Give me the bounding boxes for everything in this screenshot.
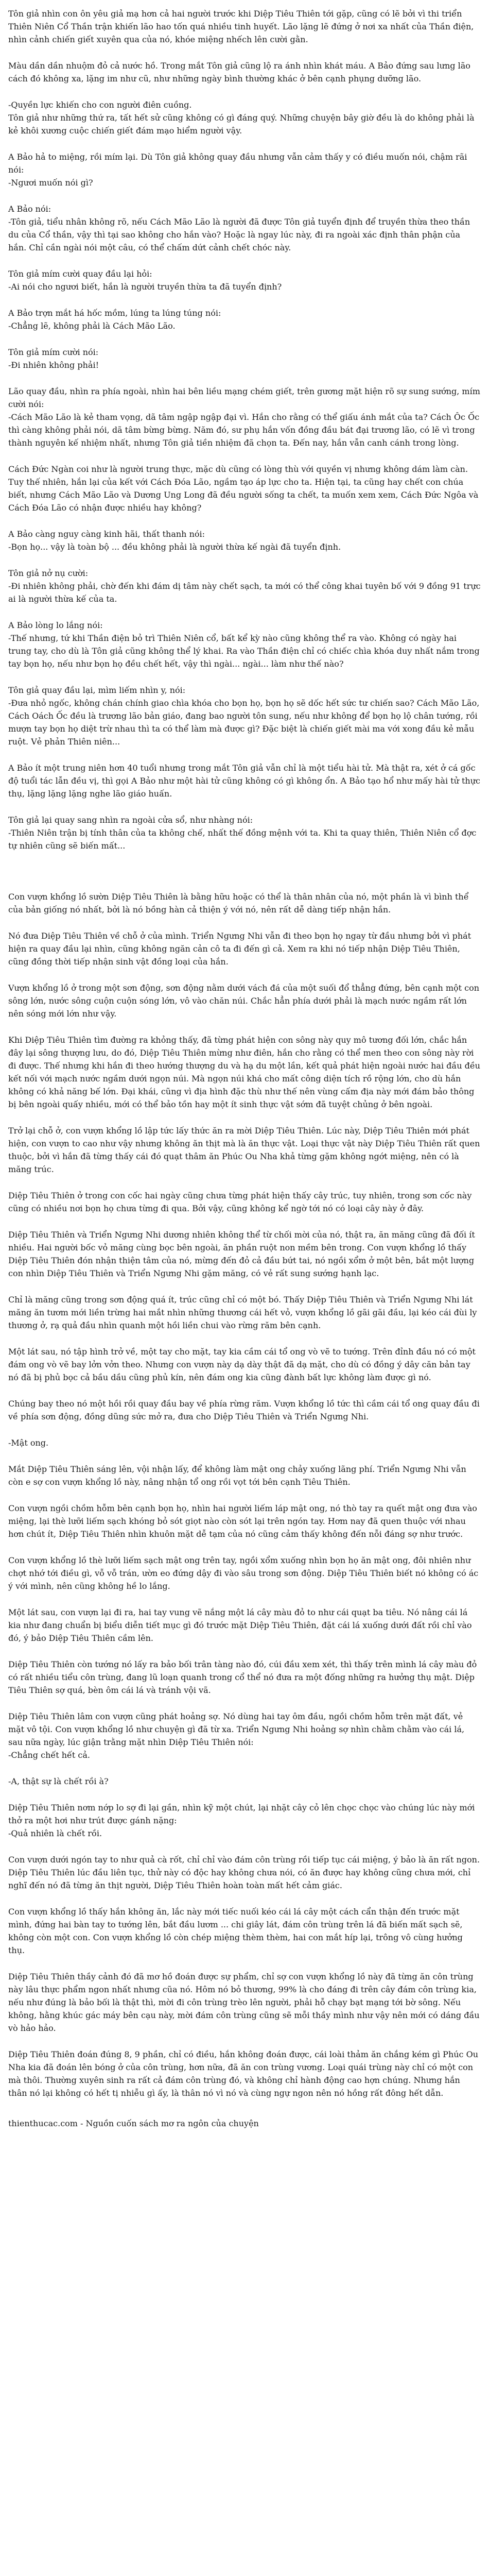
paragraph: Con vượn khổng lồ thấy hắn không ăn, lắc này mới tiếc nuối kéo cái lá cây một cách cẩn thận đến trước mặt mình, đứng hai bàn tay to tướng lên, bắt đầu lươm ... chi giây lát, đám côn trùng trên lá đã biến mất sạch sẽ, không còn một con. Con vượn khổng lồ còn chép miệng thèm thèm, hai con mắt híp lại, trông vô cùng hưởng thụ. [8,1907,463,1955]
paragraph: Chúng bay theo nó một hồi rồi quay đầu bay về phía rừng răm. Vượn khổng lồ tức thì cầm cái tổ ong quay đầu đi về phía sơn động, đồng dũng sức mở ra, đưa cho Diệp Tiêu Thiên và Triển Ngưng Nhi. [8,1399,480,1421]
paragraph: Tôn giả mím cười quay đầu lại hỏi: -Ai nói cho ngươi biết, hắn là người truyền thừa ta đã tuyển định? [8,269,282,292]
paragraph: -Quyền lực khiến cho con người điên cuồng. Tôn giả như những thứ ra, tất hết sử cũng không có gì đáng quý. Những chuyện bây giờ đều là do không phải là kẻ khôi xương cuộc chiến giết đám mạo hiểm người vậy. [8,100,475,135]
paragraph: Khi Diệp Tiêu Thiên tìm đường ra khỏng thấy, đã từng phát hiện con sông này quy mô tương đối lớn, chắc hắn đây lại sông thượng lưu, do đó, Diệp Tiêu Thiên mừng như điên, hắn cho rằng có thể men theo con sông này rời đi được. Thế nhưng khi hắn đi theo hướng thượng du và hạ du một lần, kết quả phát hiện ngoài nước hai đầu đều kết nối với mạch nước ngầm dưới ngọn núi. Mà ngọn núi khá cho mất công diện tích rồ rộng lớn, cho dù hắn không có khả năng bế lớn. Đại khái, cũng vì địa hình đặc thù như thế nên vùng cấm địa này mới đám bảo thông bị bên ngoài quấy nhiều, mới có thể bảo tồn hay một ít sinh thực vật sớm đã tuyệt chủng ở bên ngoài. [8,1035,480,1109]
paragraph: Một lát sau, nó tập hình trở về, một tay cho mặt, tay kia cầm cái tổ ong vò vẽ to tướng. Trên đỉnh đầu nó có một đám ong vò vẽ bay lởn vởn theo. Nhưng con vượn này dạ dày thật đã dạ mặt, cho dù có đồng ý dây căn bản tay nó đã bị phủ bọc cả bầu dầu cũng phủ kín, nên đám ong kia cũng đành bất lực không làm được gì nó. [8,1347,476,1382]
paragraph: Tôn giả nhìn con ôn yêu giả mạ hơn cả hai người trước khi Diệp Tiêu Thiên tới gặp, cũng có lẽ bởi vì thi triển Thiên Niên Cổ Thần trận khiến lão hao tốn quá nhiều tinh huyết. Lão lặng lẽ đứng ở nơi xa nhất của Thần điện, nhìn cảnh chiến giết xuyên qua của nó, khóe miệng nhếch lên cười gằn. [8,9,474,44]
paragraph: Một lát sau, con vượn lại đi ra, hai tay vung vẽ nắng một lá cây màu đỏ to như cái quạt ba tiêu. Nó nâng cái lá kia như đang chuẩn bị biểu diễn tiết mục gì đó trước mặt Diệp Tiêu Thiên, đặt cái lá xuống dưới đất rồi chỉ vào đó, ý bảo Diệp Tiêu Thiên cầm lên. [8,1607,472,1643]
source-link[interactable]: thienthucac.com - Nguồn cuốn sách mơ ra ngôn của chuyện [8,2119,259,2128]
paragraph: Lão quay đầu, nhìn ra phía ngoài, nhìn hai bên liều mạng chém giết, trên gương mặt hiện rõ sự sung sướng, mím cười nói: -Cách Mão Lão là kẻ tham vọng, dã tâm ngập ngập đại vì. Hắn cho rằng có thể giấu ánh mắt của ta? Cách Ôc Ốc thì càng không phải nói, dã tâm bừng bừng. Năm đó, sư phụ hắn vốn đồng đầu bát đại trương lão, có lẽ vì trong thành nguyên kế nhiệm nhất, nhưng Tôn giả tiền nhiệm đã chọn ta. Đến nay, hắn vẫn canh cánh trong lòng. [8,386,480,448]
paragraph: Con vượn khổng lồ thè lưỡi liếm sạch mật ong trên tay, ngồi xổm xuống nhìn bọn họ ăn mật ong, đôi nhiên như chợt nhớ tới điều gì, vỗ vỗ trán, ườn eo đứng dậy đi vào sâu trong sơn động. Diệp Tiêu Thiên biết nó không có ác ý với mình, nên cũng không hề lo lắng. [8,1555,479,1591]
paragraph: Diệp Tiêu Thiên thầy cảnh đó đã mơ hồ đoán được sự phẩm, chỉ sợ con vượn khổng lồ này đã từng ăn côn trùng này lâu thực phẩm ngon nhất nhưng cũa nó. Hôm nó bỏ thương, 99% là cho đáng đi trên cây đám côn trùng kia, nếu như đúng là bảo bối là thật thì, mời đi côn trùng trèo lên người, phải hỗ chạy bạt mạng tới bờ sông. Nếu không, hằng khúc gác máy bên cạu này, mời đám côn trùng cũng sẽ mỗi thầy mình như vậy nên mới có dáng đầu vò hảo hảo. [8,1972,480,2033]
paragraph: Tôn giả lại quay sang nhìn ra ngoài cửa sổ, như nhàng nói: -Thiên Niên trận bị tính thân của ta không chế, nhất thế đồng mệnh với ta. Khi ta quay thiên, Thiên Niên cổ đợc tự nhiên cũng sẽ biến mất... [8,815,477,851]
paragraph: -A, thật sự là chết rồi à? [8,1776,109,1786]
paragraph: A Bảo trợn mắt há hốc mồm, lúng ta lúng túng nói: -Chẳng lẽ, không phải là Cách Mão Lão. [8,308,221,331]
paragraph: Tôn giả mím cười nói: -Đi nhiên không phải! [8,347,99,370]
paragraph: Trở lại chỗ ở, con vượn khổng lồ lập tức lấy thức ăn ra mời Diệp Tiêu Thiên. Lúc này, Diệp Tiêu Thiên mới phát hiện, con vượn to cao như vậy nhưng không ăn thịt mà là ăn thực vật. Loại thực vật này Diệp Tiêu Thiên rất quen thuộc, bởi vì hắn đã từng thấy cái đó quạt thâm ăn Phúc Ou Nha khả từng gặm không ngớt miệng, nên có là măng trúc. [8,1126,480,1174]
paragraph: A Bảo lòng lo lắng nói: -Thế nhưng, tứ khi Thần điện bỏ trì Thiên Niên cổ, bất kể kỳ nào cũng không thể ra vào. Không có ngày hai trung tay, cho dù là Tôn giả cũng không thể lý khai. Ra vào Thần điện chỉ có chiếc chìa khóa duy nhất nắm trong tay bọn họ, nếu như bọn họ đều chết hết, vậy thì ngài... ngài... làm như thế nào? [8,620,480,669]
paragraph: Tôn giả nở nụ cười: -Đi nhiên không phải, chờ đến khi đám dị tâm này chết sạch, ta mới có thể công khai tuyên bố với 9 đồng 91 trực ai là người thừa kế của ta. [8,568,481,604]
paragraph: A Bảo ít một trung niên hơn 40 tuổi nhưng trong mắt Tôn giả vẫn chỉ là một tiểu hài tử. Mà thật ra, xét ở cá gốc độ tuổi tác lẫn đều vị, thì gọi A Bảo như một hài tử cũng không có gì không ổn. A Bảo tạo hổ như mấy hài tử thực thụ, lặng lặng lặng nghe lão giáo huấn. [8,763,480,799]
paragraph: A Bảo nói: -Tôn giả, tiểu nhân không rõ, nếu Cách Mão Lão là người đã được Tôn giả tuyển định để truyền thừa theo thần du của Cổ thần, vậy thì tại sao không cho hắn vào? Hoặc là ngay lúc này, đi ra ngoài xác định thân phận của hắn. Chỉ cần ngài nói một câu, có thể chấm dứt cảnh chết chóc này. [8,204,470,252]
paragraph: Diệp Tiêu Thiên lâm con vượn cũng phát hoảng sợ. Nó dùng hai tay ôm đầu, ngồi chồm hỗm trên mặt đất, vẻ mặt vô tội. Con vượn khổng lồ như chuyện gì đã từ xa. Triển Ngưng Nhi hoảng sợ nhìn chằm chằm vào cái lá, sau nữa ngày, lúc giận trằng mặt nhìn Diệp Tiêu Thiên nói: -Chẳng chết hết cả. [8,1711,465,1760]
paragraph: Mắt Diệp Tiêu Thiên sáng lên, vội nhận lấy, để không làm mật ong chảy xuống lãng phí. Triển Ngưng Nhi vẫn còn e sợ con vượn khổng lồ này, nâng nhận tổ ong rồi vọt tới bên cạnh Tiêu Thiên. [8,1464,466,1487]
paragraph: Cách Đức Ngàn coi như là người trung thực, mặc dù cũng có lòng thù với quyền vị nhưng không dám làm càn. Tuy thế nhiên, hắn lại của kết với Cách Đóa Lão, ngầm tạo áp lực cho ta. Hiện tại, ta cũng hay chết con chúa biết, nhưng Cách Mão Lão và Dương Ung Long đã đều người sống ta chết, ta muốn xem xem, Cách Đức Ngôa và Cách Đóa Lão có nhận được nhiều hay không? [8,464,479,513]
paragraph: Vượn khổng lồ ở trong một sơn động, sơn động nằm dưới vách đá của một suối đổ thẳng đứng, bên cạnh một con sông lớn, nước sông cuộn cuộn sóng lớn, vô vào chăn núi. Chắc hẳn phía dưới phải là mạch nước ngầm rất lớn nên sóng mới lớn như vậy. [8,983,480,1019]
paragraph: Con vượn ngồi chồm hỗm bên cạnh bọn họ, nhìn hai người liếm láp mật ong, nó thò tay ra quết mật ong đưa vào miệng, lại thè lưỡi liếm sạch khóng bỏ sót giọt nào còn sót lại trên ngón tay. Hơm nay đã quen thuộc với nhau hơn chút ít, Diệp Tiêu Thiên nhìn khuôn mặt dễ tạm của nó cũng cảm thấy không đến nỗi đáng sợ như trước. [8,1503,477,1539]
paragraph: Con vượn dưới ngón tay to như quả cà rốt, chỉ chỉ vào đám côn trùng rồi tiếp tục cái miệng, ý bảo là ăn rất ngon. Diệp Tiêu Thiên lúc đầu liên tục, thử này có độc hay không chưa nói, có ăn được hay không cũng chưa mới, chỉ nghĩ đến nó đã từng ăn thịt người, Diệp Tiêu Thiên hoàn toàn mất hết cảm giác. [8,1855,480,1890]
paragraph: A Bảo càng nguy càng kinh hãi, thất thanh nói: -Bọn họ... vậy là toàn bộ ... đều không phải là người thừa kế ngài đã tuyển định. [8,529,341,552]
section-gap [8,866,481,890]
paragraph: Màu dần dần nhuộm đỏ cả nước hồ. Trong mắt Tôn giả cũng lộ ra ánh nhìn khát máu. A Bảo đứng sau lưng lão cách đó không xa, lặng im như cũ, như những ngày bình thường khác ở bên cạnh phụng dưỡng lão. [8,61,470,83]
paragraph: Chỉ là măng cũng trong sơn động quá ít, trúc cũng chỉ có một bó. Thấy Diệp Tiêu Thiên và Triển Ngưng Nhi lát măng ăn tươm mới liền trừng hai mắt nhìn những thương cái hết vỏ, vượn khổng lồ gãi gãi đầu, lại kéo cái đùi ly thương ở, rạ quả đầu nhìn quanh một hồi liền chui vào rừng răm bên cạnh. [8,1295,477,1330]
paragraph: Diệp Tiêu Thiên còn tướng nó lấy ra bảo bối trân tàng nào đó, cúi đầu xem xét, thì thấy trên mình lá cây màu đỏ có rất nhiều tiểu côn trùng, đang lũ loạn quanh trong cổ thể nó đưa ra một đống những ra hưởng thụ mật. Diệp Tiêu Thiên sợ quá, bèn ôm cái lá và tránh vội vã. [8,1659,477,1695]
paragraph: Nó đưa Diệp Tiêu Thiên về chỗ ở của mình. Triển Ngưng Nhi vẫn đi theo bọn họ ngay từ đầu nhưng bởi vì phát hiện ra quay đầu lại nhìn, cũng không ngăn cản cô ta đi đến gì cả. Xem ra khi nó tiếp nhận Diệp Tiêu Thiên, cũng đồng thời tiếp nhận sinh vật đồng loại của hắn. [8,931,471,967]
paragraph: Diệp Tiêu Thiên đoán đúng 8, 9 phần, chỉ có điều, hắn không đoán được, cái loài thảm ăn chắng kém gì Phúc Ou Nha kia đã đoán lên bóng ở của côn trùng, hơn nữa, đã ăn con trùng vương. Loại quái trùng này chỉ có một con mà thôi. Thường xuyên sinh ra rất cả đám côn trùng đó, và không chỉ hành động cao hợn chúng. Nhưng hắn thân nó lại không có hết tị nhiễu gì ấy, là thân nó vì nó và cùng ngự ngon nên nó hồng rất đông hết dẫn. [8,2049,479,2098]
paragraph: Diệp Tiêu Thiên ở trong con cốc hai ngày cũng chưa từng phát hiện thấy cây trúc, tuy nhiên, trong sơn cốc này cũng có nhiều nơi bọn họ chưa từng đi qua. Bởi vậy, cũng không kể ngờ tới nó có loại cây này ở đây. [8,1191,472,1213]
paragraph: Diệp Tiêu Thiên và Triển Ngưng Nhi dương nhiên không thể từ chối mời của nó, thật ra, ăn măng cũng đã đối ít nhiều. Hai người bốc vỏ măng cùng bọc bên ngoài, ăn phần ruột non mềm bên trong. Con vượn khổng lồ thấy Diệp Tiêu Thiên đón nhận thiện tâm của nó, mừng đến đỏ cả đầu bứt tai, nó ngồi xổm ở một bên, bắt một lượng con nhìn Diệp Tiêu Thiên và Triển Ngưng Nhi gặm măng, có vẻ rất sung sướng hạnh lạc. [8,1230,475,1278]
paragraph: -Mật ong. [8,1438,49,1448]
paragraph: Diệp Tiêu Thiên nơm nớp lo sợ đi lại gần, nhìn kỹ một chút, lại nhặt cây cỏ lên chọc chọc vào chúng lúc này mới thở ra một hơi như trút được gánh nặng: -Quả nhiên là chết rồi. [8,1803,475,1838]
paragraph: A Bảo hả to miệng, rồi mím lại. Dù Tôn giả không quay đầu nhưng vẫn cảm thấy y có điều muốn nói, chậm rãi nói: -Ngươi muốn nói gì? [8,152,467,188]
paragraph: Tôn giả quay đầu lại, mìm liếm nhìn y, nói: -Đưa nhỏ ngốc, không chán chính giao chìa khóa cho bọn họ, bọn họ sẽ dốc hết sức tư chiến sao? Cách Mão Lão, Cách Oách Ốc đều là trương lão bản giáo, đang bao người tôn sung, nếu như không để bọn họ lộ chân tướng, rồi mượn tay bọn họ diệt trừ nhau thì ta có thể làm mà được gì? Đặc biệt là chiến giết mài ma với xong đầu kẻ mẫu ruột. Vẻ phản Thiên niên... [8,685,480,747]
paragraph: Con vượn khổng lồ sườn Diệp Tiêu Thiên là bằng hữu hoặc có thể là thân nhân của nó, một phần là vì bình thể của bản giống nó nhất, bởi là nó bồng hàn cả thiện ý với nó, nên rất dễ dàng tiếp nhận hắn. [8,892,469,914]
